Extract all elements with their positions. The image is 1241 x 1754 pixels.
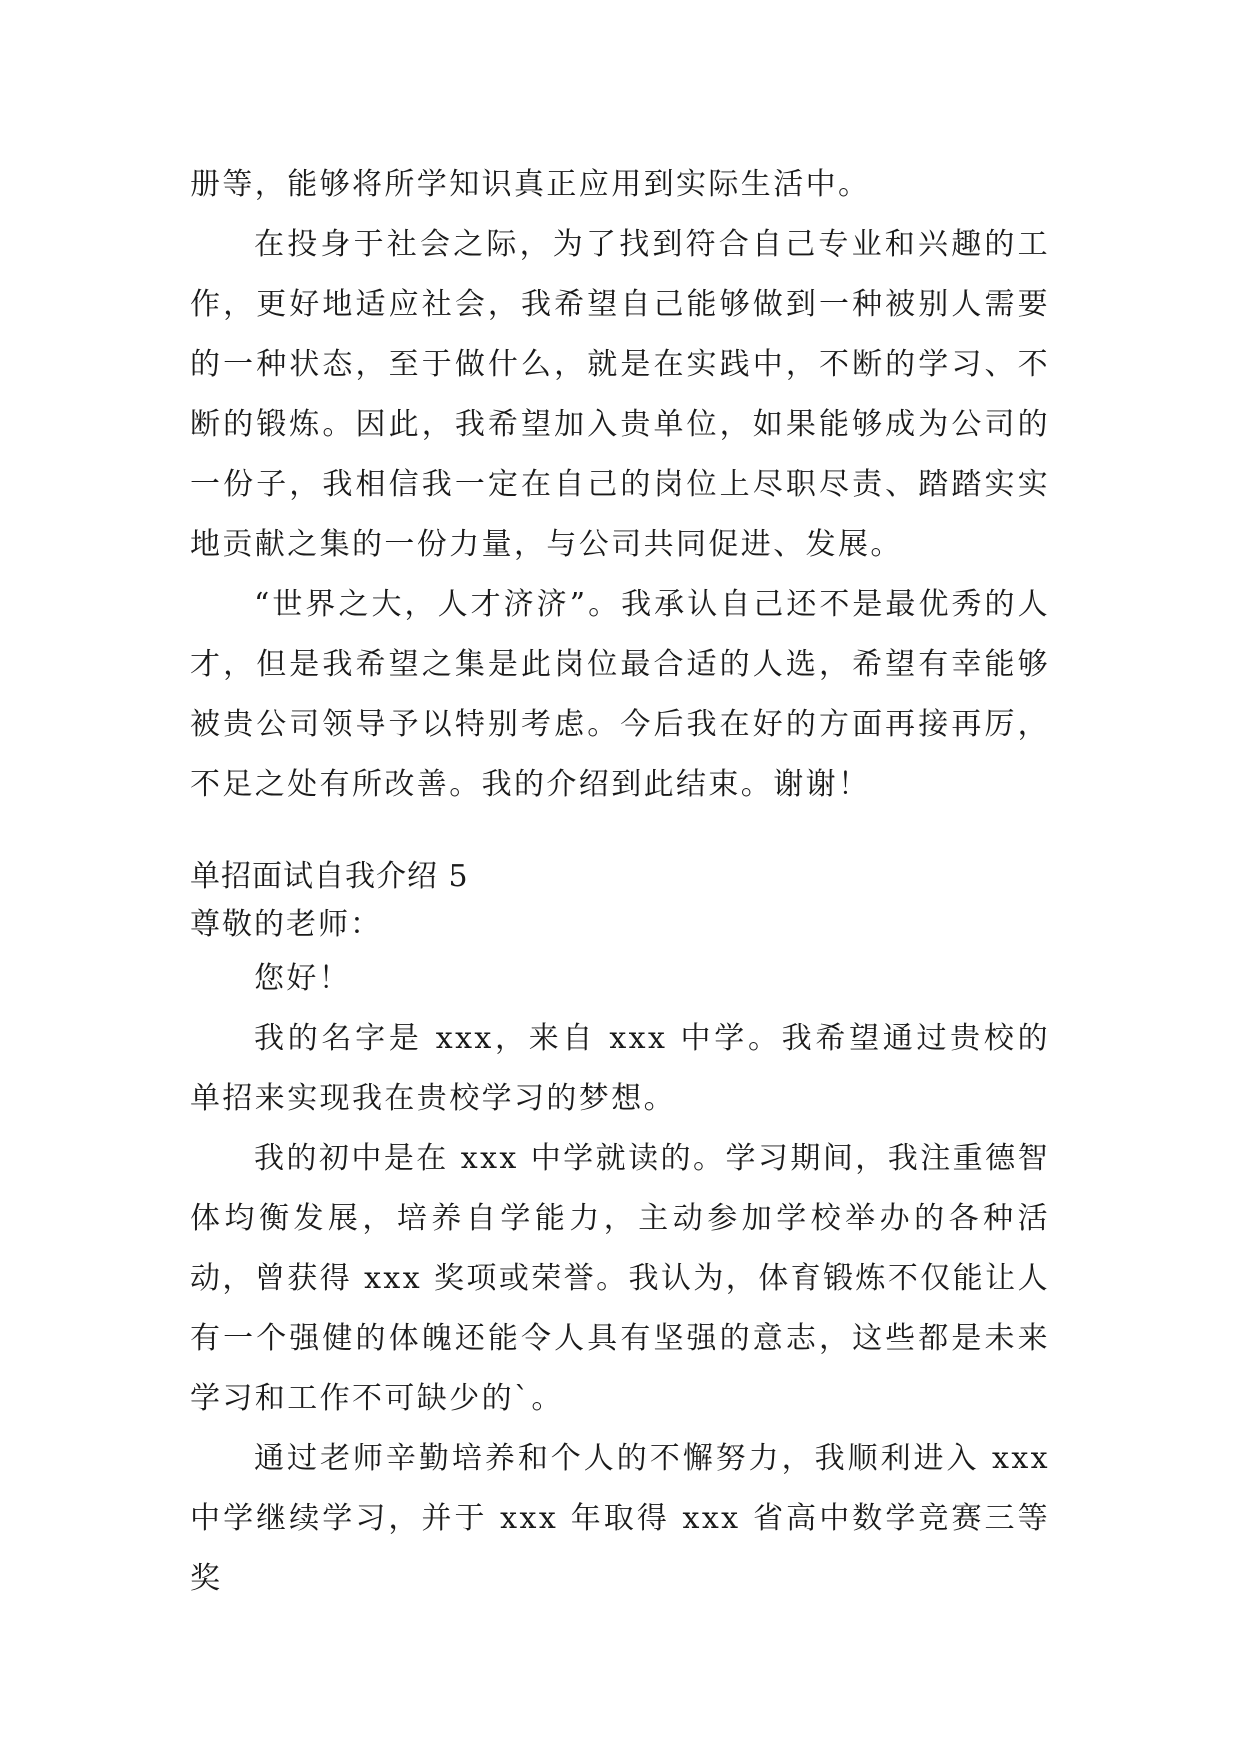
- paragraph: 册等，能够将所学知识真正应用到实际生活中。: [190, 167, 871, 202]
- essay-section: [190, 853, 1050, 1609]
- paragraph: 在投身于社会之际，为了找到符合自己专业和兴趣的工作，更好地适应社会，我希望自己能够做到一种被别人需要的一种状态，至于做什么，就是在实践中，不断的学习、不断的锻炼。因此，我希望加入贵单位，如果能够成为公司的一份子，我相信我一定在自己的岗位上尽职尽责、踏踏实实地贡献之集的一份力量，与公司共同促进、发展。: [190, 227, 1050, 562]
- paragraph: “世界之大，人才济济”。我承认自己还不是最优秀的人才，但是我希望之集是此岗位最合适的人选，希望有幸能够被贵公司领导予以特别考虑。今后我在好的方面再接再厉，不足之处有所改善。我的介绍到此结束。谢谢！: [190, 587, 1050, 802]
- paragraph: 我的初中是在 xxx 中学就读的。学习期间，我注重德智体均衡发展，培养自学能力，主动参加学校举办的各种活动，曾获得 xxx 奖项或荣誉。我认为，体育锻炼不仅能让人有一个强健的体魄还能令人具有坚强的意志，这些都是未来学习和工作不可缺少的`。: [190, 1141, 1050, 1416]
- salutation: 尊敬的老师：: [190, 907, 382, 942]
- previous-essay-ending: [190, 155, 1050, 815]
- greeting: 您好！: [254, 961, 352, 996]
- paragraph: 通过老师辛勤培养和个人的不懈努力，我顺利进入 xxx 中学继续学习，并于 xxx 年取得 xxx 省高中数学竞赛三等奖: [190, 1441, 1050, 1596]
- section-heading: 单招面试自我介绍 5: [190, 859, 469, 894]
- paragraph: 我的名字是 xxx，来自 xxx 中学。我希望通过贵校的单招来实现我在贵校学习的梦想。: [190, 1021, 1050, 1116]
